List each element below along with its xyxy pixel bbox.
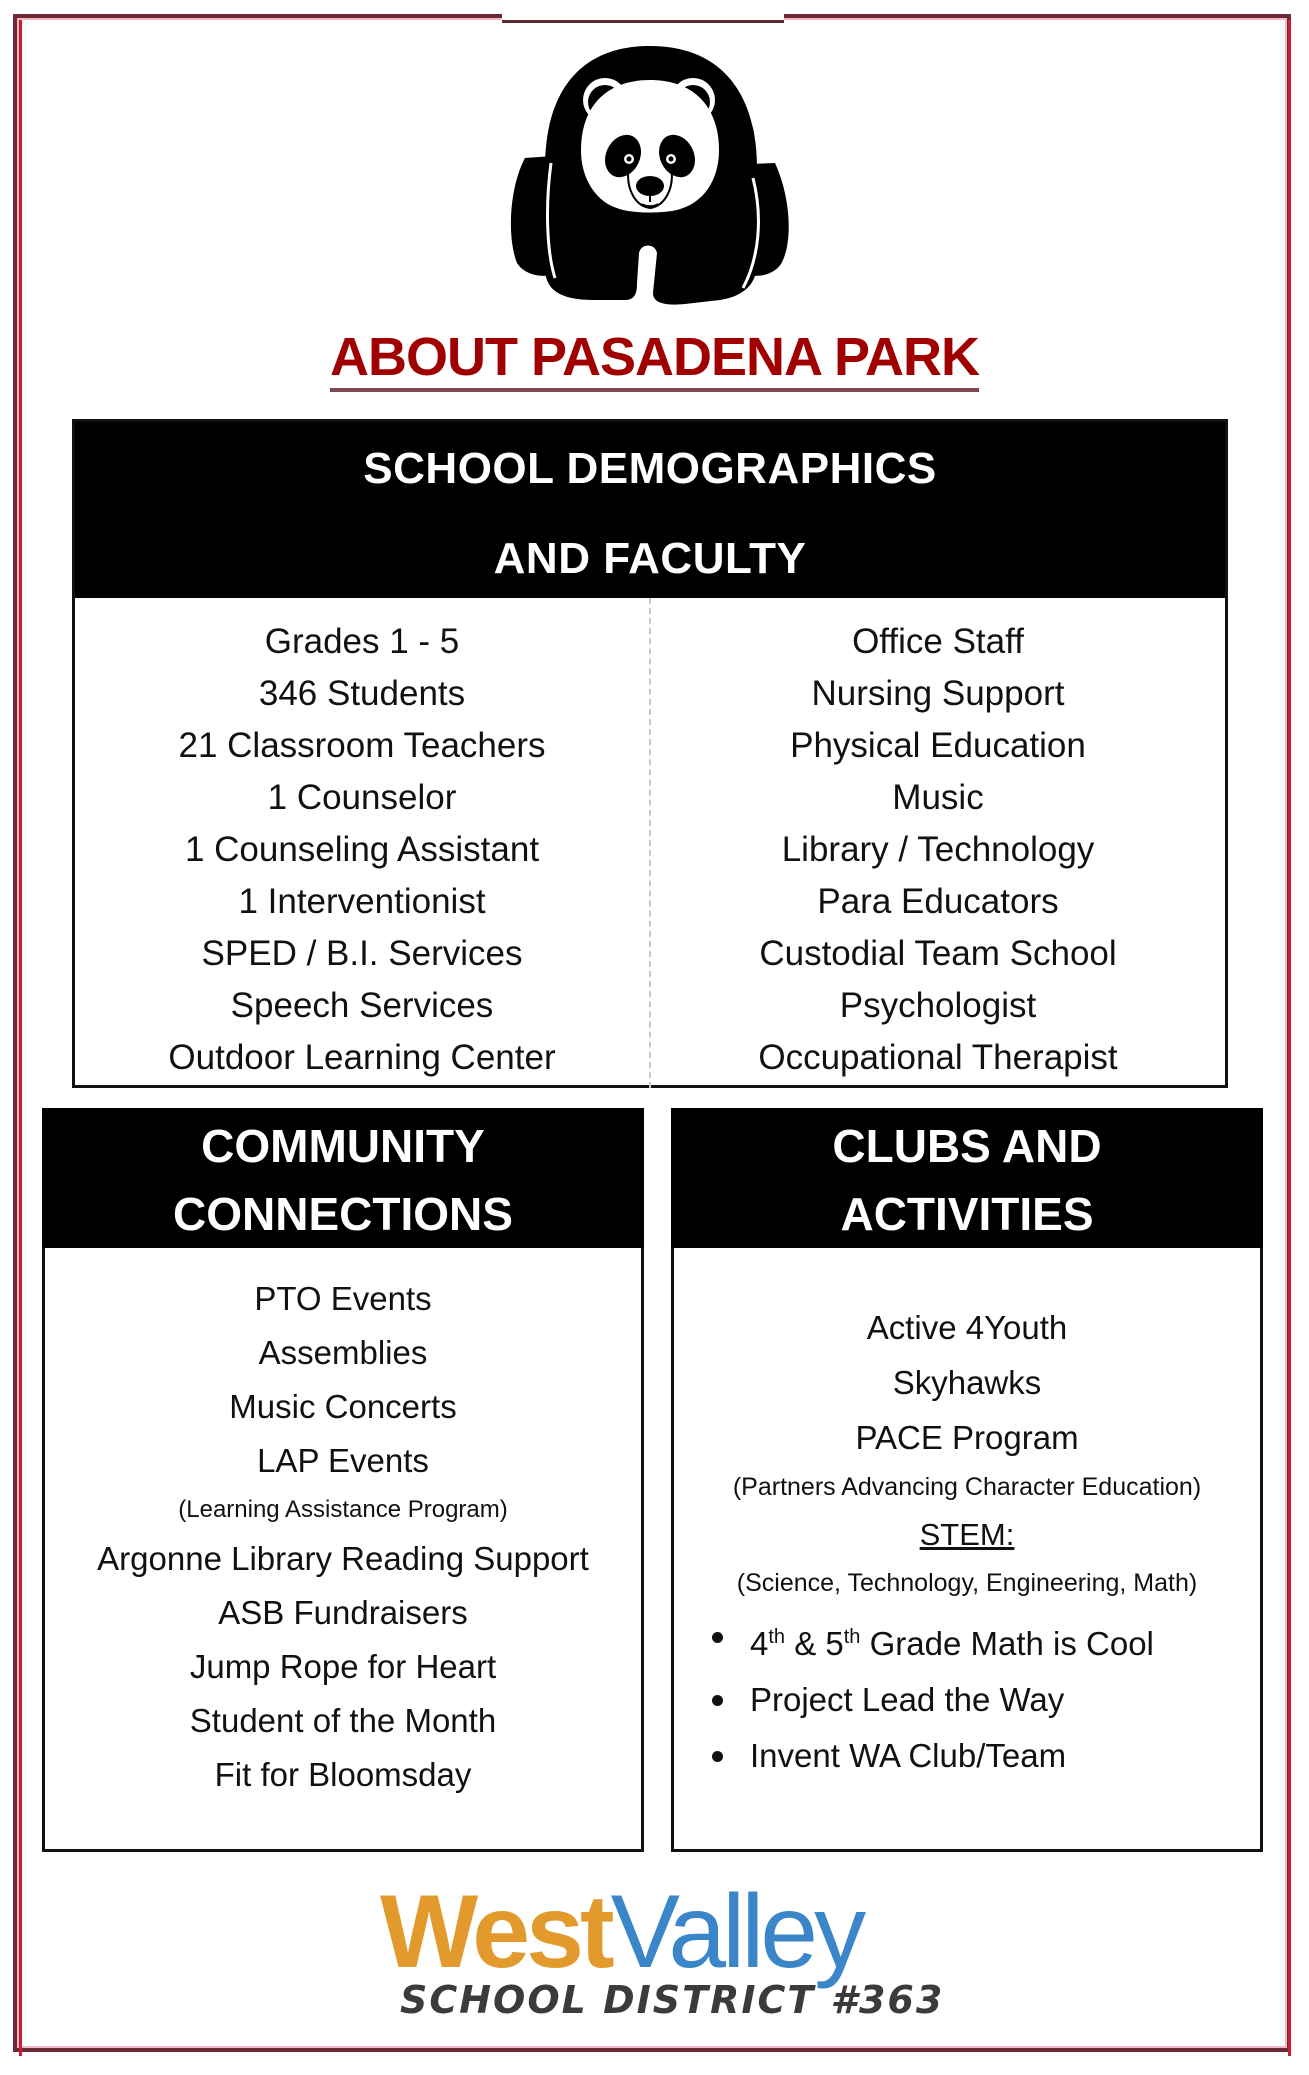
- list-item: Custodial Team School: [759, 934, 1117, 973]
- list-item: Office Staff: [852, 622, 1024, 661]
- bullet-item: [712, 1728, 1260, 1784]
- list-item: Student of the Month: [189, 1702, 497, 1739]
- list-item: Active 4Youth: [866, 1309, 1068, 1346]
- clubs-section: [671, 1108, 1263, 1852]
- stem-label-text: STEM:: [919, 1517, 1015, 1552]
- list-item: Skyhawks: [892, 1364, 1042, 1401]
- list-item: 1 Counseling Assistant: [184, 830, 540, 869]
- community-section: [42, 1108, 644, 1852]
- district-logo-subtitle: SCHOOL DISTRICT #363: [400, 1978, 945, 2022]
- list-item: Physical Education: [790, 726, 1086, 765]
- community-heading-line2: CONNECTIONS: [173, 1188, 513, 1240]
- border-gap-line: [502, 20, 784, 23]
- page-title-text: ABOUT PASADENA PARK: [330, 327, 979, 392]
- list-item: 21 Classroom Teachers: [178, 726, 546, 765]
- bullet-item: [712, 1672, 1260, 1728]
- stem-expansion: (Science, Technology, Engineering, Math): [736, 1569, 1198, 1597]
- demographics-heading-line2: AND FACULTY: [493, 534, 807, 583]
- community-heading: [42, 1108, 644, 1248]
- list-item: Occupational Therapist: [758, 1038, 1118, 1077]
- list-item: Nursing Support: [811, 674, 1065, 713]
- list-item: PTO Events: [254, 1280, 432, 1317]
- community-heading-line1: COMMUNITY: [201, 1120, 485, 1172]
- list-item: Fit for Bloomsday: [214, 1756, 472, 1793]
- bullet-icon: [712, 1632, 723, 1643]
- list-item: Music Concerts: [229, 1388, 457, 1425]
- list-item: Psychologist: [839, 986, 1037, 1025]
- list-item: PACE Program: [855, 1419, 1079, 1456]
- page-title: [0, 326, 1309, 388]
- list-item: LAP Events: [257, 1442, 429, 1479]
- list-item: Music: [892, 778, 984, 817]
- bullet-text: Invent WA Club/Team: [750, 1737, 1067, 1774]
- demographics-right-column: [651, 598, 1225, 1088]
- bullet-text: & 5: [785, 1625, 844, 1662]
- list-item: Speech Services: [230, 986, 494, 1025]
- superscript: th: [768, 1626, 786, 1648]
- bullet-item: [712, 1609, 1260, 1672]
- logo-word-west: West: [380, 1874, 611, 1990]
- list-item: Para Educators: [817, 882, 1059, 921]
- clubs-heading-line1: CLUBS AND: [832, 1120, 1102, 1172]
- demographics-section: [72, 419, 1228, 1088]
- list-item: ASB Fundraisers: [218, 1594, 468, 1631]
- district-logo: [380, 1874, 945, 2030]
- list-item: Jump Rope for Heart: [189, 1648, 497, 1685]
- list-item: 1 Counselor: [267, 778, 457, 817]
- list-item: 346 Students: [258, 674, 466, 713]
- list-item: Grades 1 - 5: [264, 622, 460, 661]
- list-item: 1 Interventionist: [238, 882, 486, 921]
- bullet-icon: [712, 1751, 723, 1762]
- list-item-note: (Partners Advancing Character Education): [732, 1473, 1202, 1501]
- logo-word-valley: Valley: [610, 1874, 863, 1990]
- demographics-heading: [75, 422, 1225, 598]
- superscript: th: [843, 1626, 861, 1648]
- bullet-text: Project Lead the Way: [750, 1681, 1065, 1718]
- list-item-note: (Learning Assistance Program): [178, 1496, 508, 1523]
- list-item: Library / Technology: [781, 830, 1095, 869]
- bullet-text: Grade Math is Cool: [860, 1625, 1154, 1662]
- list-item: Outdoor Learning Center: [168, 1038, 556, 1077]
- district-logo-wordmark: [380, 1874, 920, 1990]
- bullet-icon: [712, 1695, 723, 1706]
- clubs-heading-line2: ACTIVITIES: [840, 1188, 1094, 1240]
- list-item: Assemblies: [258, 1334, 428, 1371]
- demographics-left-column: [75, 598, 651, 1088]
- list-item: SPED / B.I. Services: [201, 934, 523, 973]
- panda-icon: [505, 38, 795, 310]
- demographics-heading-line1: SCHOOL DEMOGRAPHICS: [363, 444, 937, 493]
- bullet-text: 4: [750, 1625, 769, 1662]
- list-item: Argonne Library Reading Support: [97, 1540, 589, 1577]
- clubs-heading: [671, 1108, 1263, 1248]
- stem-label: [674, 1509, 1260, 1561]
- stem-bullet-list: [674, 1609, 1260, 1784]
